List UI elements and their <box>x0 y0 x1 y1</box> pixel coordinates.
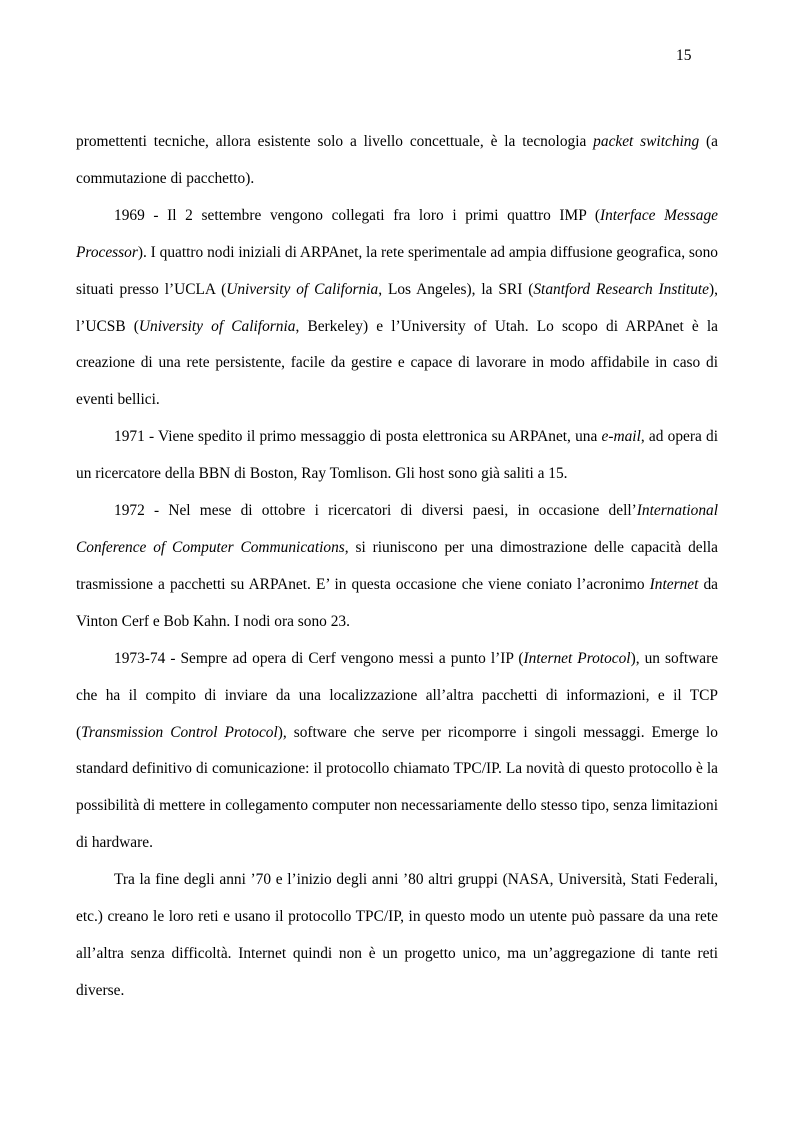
text-run: ). I quattro nodi iniziali di ARPAnet, la rete sperimentale ad ampia diffusione geografica, sono situati presso l’UCLA ( <box>76 243 718 298</box>
document-body <box>76 124 718 1010</box>
paragraph-1972 <box>76 493 718 641</box>
italic-text: International Conference of Computer Communications <box>76 502 718 556</box>
italic-text: Transmission Control Protocol <box>81 723 278 741</box>
italic-text: Internet Protocol <box>523 649 631 667</box>
italic-text: University of California <box>138 317 296 335</box>
text-run: ), software che serve per ricomporre i singoli messaggi. Emerge lo standard definitivo di comunicazione: il protocollo chiamato TPC/IP. La novità di questo protocollo è la possibilità di mettere in collegamento computer non necessariamente dello stesso tipo, senza limitazioni di hardware. <box>76 723 718 852</box>
text-run: 1972 - Nel mese di ottobre i ricercatori di diversi paesi, in occasione dell’ <box>114 502 637 520</box>
paragraph-1971 <box>76 419 718 493</box>
paragraph-continued <box>76 124 718 198</box>
text-run: ), un software che ha il compito di inviare da una localizzazione all’altra pacchetti di informazioni, e il TCP ( <box>76 649 719 741</box>
text-run: 1969 - Il 2 settembre vengono collegati fra loro i primi quattro IMP ( <box>114 206 600 224</box>
text-run: , Los Angeles), la SRI ( <box>378 280 534 298</box>
paragraph-1969 <box>76 198 718 419</box>
text-run: 1971 - Viene spedito il primo messaggio di posta elettronica su ARPAnet, una <box>114 428 602 446</box>
paragraph-1973-74 <box>76 641 718 862</box>
text-run: ), l’UCSB ( <box>76 280 718 335</box>
italic-text: packet switching <box>593 133 700 150</box>
italic-text: e-mail <box>601 428 641 446</box>
italic-text: Stantford Research Institute <box>533 280 710 298</box>
text-run: , Berkeley) e l’University of Utah. Lo scopo di ARPAnet è la creazione di una rete persistente, facile da gestire e capace di lavorare in modo affidabile in caso di eventi bellici. <box>76 317 718 409</box>
paragraph-reti <box>76 862 718 1010</box>
text-run: , ad opera di un ricercatore della BBN di Boston, Ray Tomlison. Gli host sono già saliti a 15. <box>76 428 718 483</box>
text-run: 1973-74 - Sempre ad opera di Cerf vengono messi a punto l’IP ( <box>114 649 524 667</box>
text-run: Tra la fine degli anni ’70 e l’inizio degli anni ’80 altri gruppi (NASA, Università, Stati Federali, etc.) creano le loro reti e usano il protocollo TPC/IP, in questo modo un utente può passare da una rete all’altra senza difficoltà. Internet quindi non è un progetto unico, ma un’aggregazione di tante reti diverse. <box>76 871 718 999</box>
italic-text: Internet <box>649 575 699 593</box>
text-run: , si riuniscono per una dimostrazione delle capacità della trasmissione a pacchetti su ARPAnet. E’ in questa occasione che viene coniato l’acronimo <box>76 538 719 593</box>
page-number: 15 <box>676 47 692 64</box>
text-run: promettenti tecniche, allora esistente solo a livello concettuale, è la tecnologia <box>76 133 594 150</box>
text-run: (a commutazione di pacchetto). <box>76 133 718 187</box>
italic-text: Interface Message Processor <box>76 206 718 261</box>
text-run: da Vinton Cerf e Bob Kahn. I nodi ora sono 23. <box>76 575 719 630</box>
italic-text: University of California <box>226 280 379 298</box>
